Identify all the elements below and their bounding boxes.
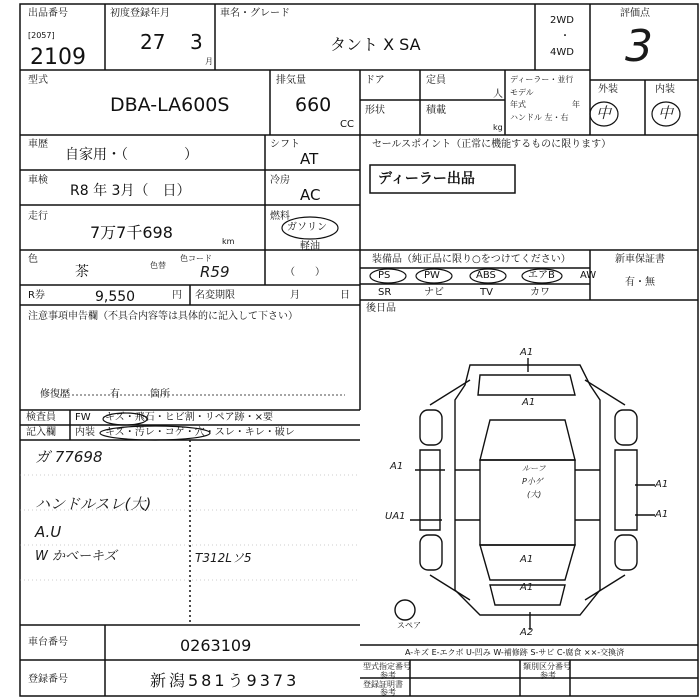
- int-label: 内装: [655, 84, 675, 95]
- handwritten-5: T312Lソ5: [195, 551, 252, 565]
- expiry-month: 月: [290, 290, 300, 301]
- ref-1: 参考: [380, 671, 396, 680]
- plate-value: 新潟581う9373: [150, 671, 300, 690]
- drive-dot: ・: [560, 31, 570, 42]
- history-label: 車歴: [28, 139, 48, 150]
- inspection-value: R8 年 3月（ 日）: [70, 183, 191, 199]
- recycle-value: 9,550: [95, 289, 136, 305]
- damage-legend: A-キズ E-エクボ U-凹み W-補修跡 S-サビ C-腐食 ××-交換済: [405, 648, 625, 657]
- reg-cert: 登録証明書: [363, 680, 403, 689]
- equip-abs: ABS: [476, 270, 496, 281]
- car-name-value: タント X SA: [330, 35, 421, 54]
- first-reg-year: 27: [140, 30, 166, 54]
- handwritten-1: ガ 77698: [35, 448, 103, 466]
- repair-value: 有: [110, 389, 120, 400]
- color-code-label: 色コード: [180, 254, 212, 263]
- shape-label: 形状: [365, 105, 385, 116]
- expiry-day: 日: [340, 290, 350, 301]
- first-reg-month: 3: [190, 30, 203, 54]
- capacity-label: 定員: [426, 75, 446, 86]
- displacement-unit: CC: [340, 119, 354, 130]
- equip-airbag: エアB: [528, 270, 555, 281]
- lot-number: 2109: [30, 45, 86, 70]
- mark-rear: A1: [520, 554, 534, 565]
- ac-value: AC: [300, 186, 321, 204]
- mark-bumper: A2: [520, 627, 534, 638]
- capacity-unit: 人: [493, 89, 503, 100]
- first-reg-unit: 月: [205, 57, 213, 66]
- mark-roof-note: ルーフ: [522, 464, 546, 473]
- mark-roof-note-2: P小ゲ: [522, 477, 543, 486]
- load-unit: kg: [493, 123, 503, 132]
- mark-trunk: A1: [520, 582, 534, 593]
- expiry-label: 名変期限: [195, 290, 235, 301]
- fuel-diesel: 軽油: [300, 241, 320, 252]
- repair-place: 箇所: [150, 389, 170, 400]
- recycle-label: R券: [28, 290, 45, 301]
- equip-sr: SR: [378, 287, 392, 298]
- color-code: R59: [200, 263, 230, 281]
- spare-label: スペア: [397, 621, 421, 630]
- inspector-label: 検査員: [26, 412, 56, 423]
- equip-leather: カワ: [530, 287, 550, 298]
- model-value: DBA-LA600S: [110, 94, 230, 116]
- displacement-value: 660: [295, 94, 332, 116]
- drive-4wd: 4WD: [550, 47, 574, 58]
- score-label: 評価点: [620, 8, 650, 19]
- handwritten-3: A.U: [35, 523, 62, 541]
- inspection-label: 車検: [28, 175, 48, 186]
- fuel-label: 燃料: [270, 211, 290, 222]
- model-label: 型式: [28, 75, 48, 86]
- warranty-value: 有・無: [625, 277, 655, 288]
- mileage-unit: km: [222, 237, 235, 246]
- rear-seat-label: 後日品: [366, 303, 396, 314]
- mileage-value: 7万7千698: [90, 223, 173, 242]
- ref-3: 参考: [380, 688, 396, 697]
- first-reg-label: 初度登録年月: [110, 8, 170, 19]
- ext-label: 外装: [598, 84, 618, 95]
- inspector-fw: FW: [75, 412, 91, 423]
- mark-left-2: UA1: [385, 511, 406, 522]
- inspector-items: キズ・飛石・ヒビ割・リペア跡・×要: [105, 412, 273, 423]
- notes-title: 注意事項申告欄（不具合内容等は具体的に記入して下さい）: [28, 311, 298, 322]
- equip-ps: PS: [378, 270, 391, 281]
- sales-point-label: セールスポイント（正常に機能するものに限ります）: [372, 139, 612, 150]
- ext-value: 中: [596, 104, 612, 122]
- color-label: 色: [28, 254, 38, 265]
- chassis-label: 車台番号: [28, 637, 68, 648]
- mileage-label: 走行: [28, 211, 48, 222]
- dealer-parallel: ディーラー・並行: [510, 75, 574, 84]
- shift-value: AT: [300, 150, 319, 168]
- car-name-label: 車名・グレード: [220, 8, 290, 19]
- mark-right-1: A1: [655, 479, 669, 490]
- fuel-paren: （ ）: [285, 267, 325, 278]
- handwritten-4: W かべーキズ: [35, 549, 117, 564]
- warranty-label: 新車保証書: [615, 254, 665, 265]
- plate-label: 登録番号: [28, 674, 68, 685]
- color-value: 茶: [75, 264, 89, 280]
- entry-label: 記入欄: [26, 427, 56, 438]
- lot-label: 出品番号: [28, 8, 68, 19]
- equip-navi: ナビ: [424, 287, 444, 298]
- equip-pw: PW: [424, 270, 440, 281]
- dealer-year: 年式: [510, 100, 526, 109]
- dealer-handle: ハンドル 左・右: [510, 113, 569, 122]
- ac-label: 冷房: [270, 175, 290, 186]
- mark-roof-note-3: (大): [527, 490, 542, 499]
- category-number: 類別区分番号: [523, 662, 571, 671]
- color-tone: 色替: [150, 261, 166, 270]
- type-designation: 型式指定番号: [363, 662, 411, 671]
- equip-tv: TV: [480, 287, 493, 298]
- score-value: 3: [625, 21, 653, 72]
- entry-items: キズ・汚レ・コゲ・穴・スレ・キレ・破レ: [105, 427, 295, 438]
- shift-label: シフト: [270, 139, 300, 150]
- handwritten-2: ハンドルスレ(大): [35, 495, 152, 513]
- mark-left: A1: [390, 461, 404, 472]
- mark-right-2: A1: [655, 509, 669, 520]
- displacement-label: 排気量: [276, 75, 306, 86]
- load-label: 積載: [426, 105, 446, 116]
- int-value: 中: [658, 104, 674, 122]
- equip-aw: AW: [580, 270, 597, 281]
- sales-point-value: ディーラー出品: [378, 171, 475, 187]
- drive-2wd: 2WD: [550, 15, 574, 26]
- recycle-unit: 円: [172, 290, 182, 301]
- equipment-label: 装備品（純正品に限り○をつけてください）: [372, 254, 571, 265]
- chassis-value: 0263109: [180, 636, 252, 655]
- fuel-gas: ガソリン: [287, 222, 327, 233]
- ref-2: 参考: [540, 671, 556, 680]
- mark-roof: A1: [520, 347, 534, 358]
- mark-hood: A1: [522, 397, 536, 408]
- history-value: 自家用・（ ）: [65, 147, 198, 163]
- doors-label: ドア: [365, 75, 385, 86]
- dealer-year-unit: 年: [572, 100, 580, 109]
- repair-label: 修復歴: [40, 389, 70, 400]
- lot-sub: [2057]: [28, 31, 55, 40]
- entry-interior: 内装: [75, 427, 95, 438]
- dealer-model: モデル: [510, 88, 534, 97]
